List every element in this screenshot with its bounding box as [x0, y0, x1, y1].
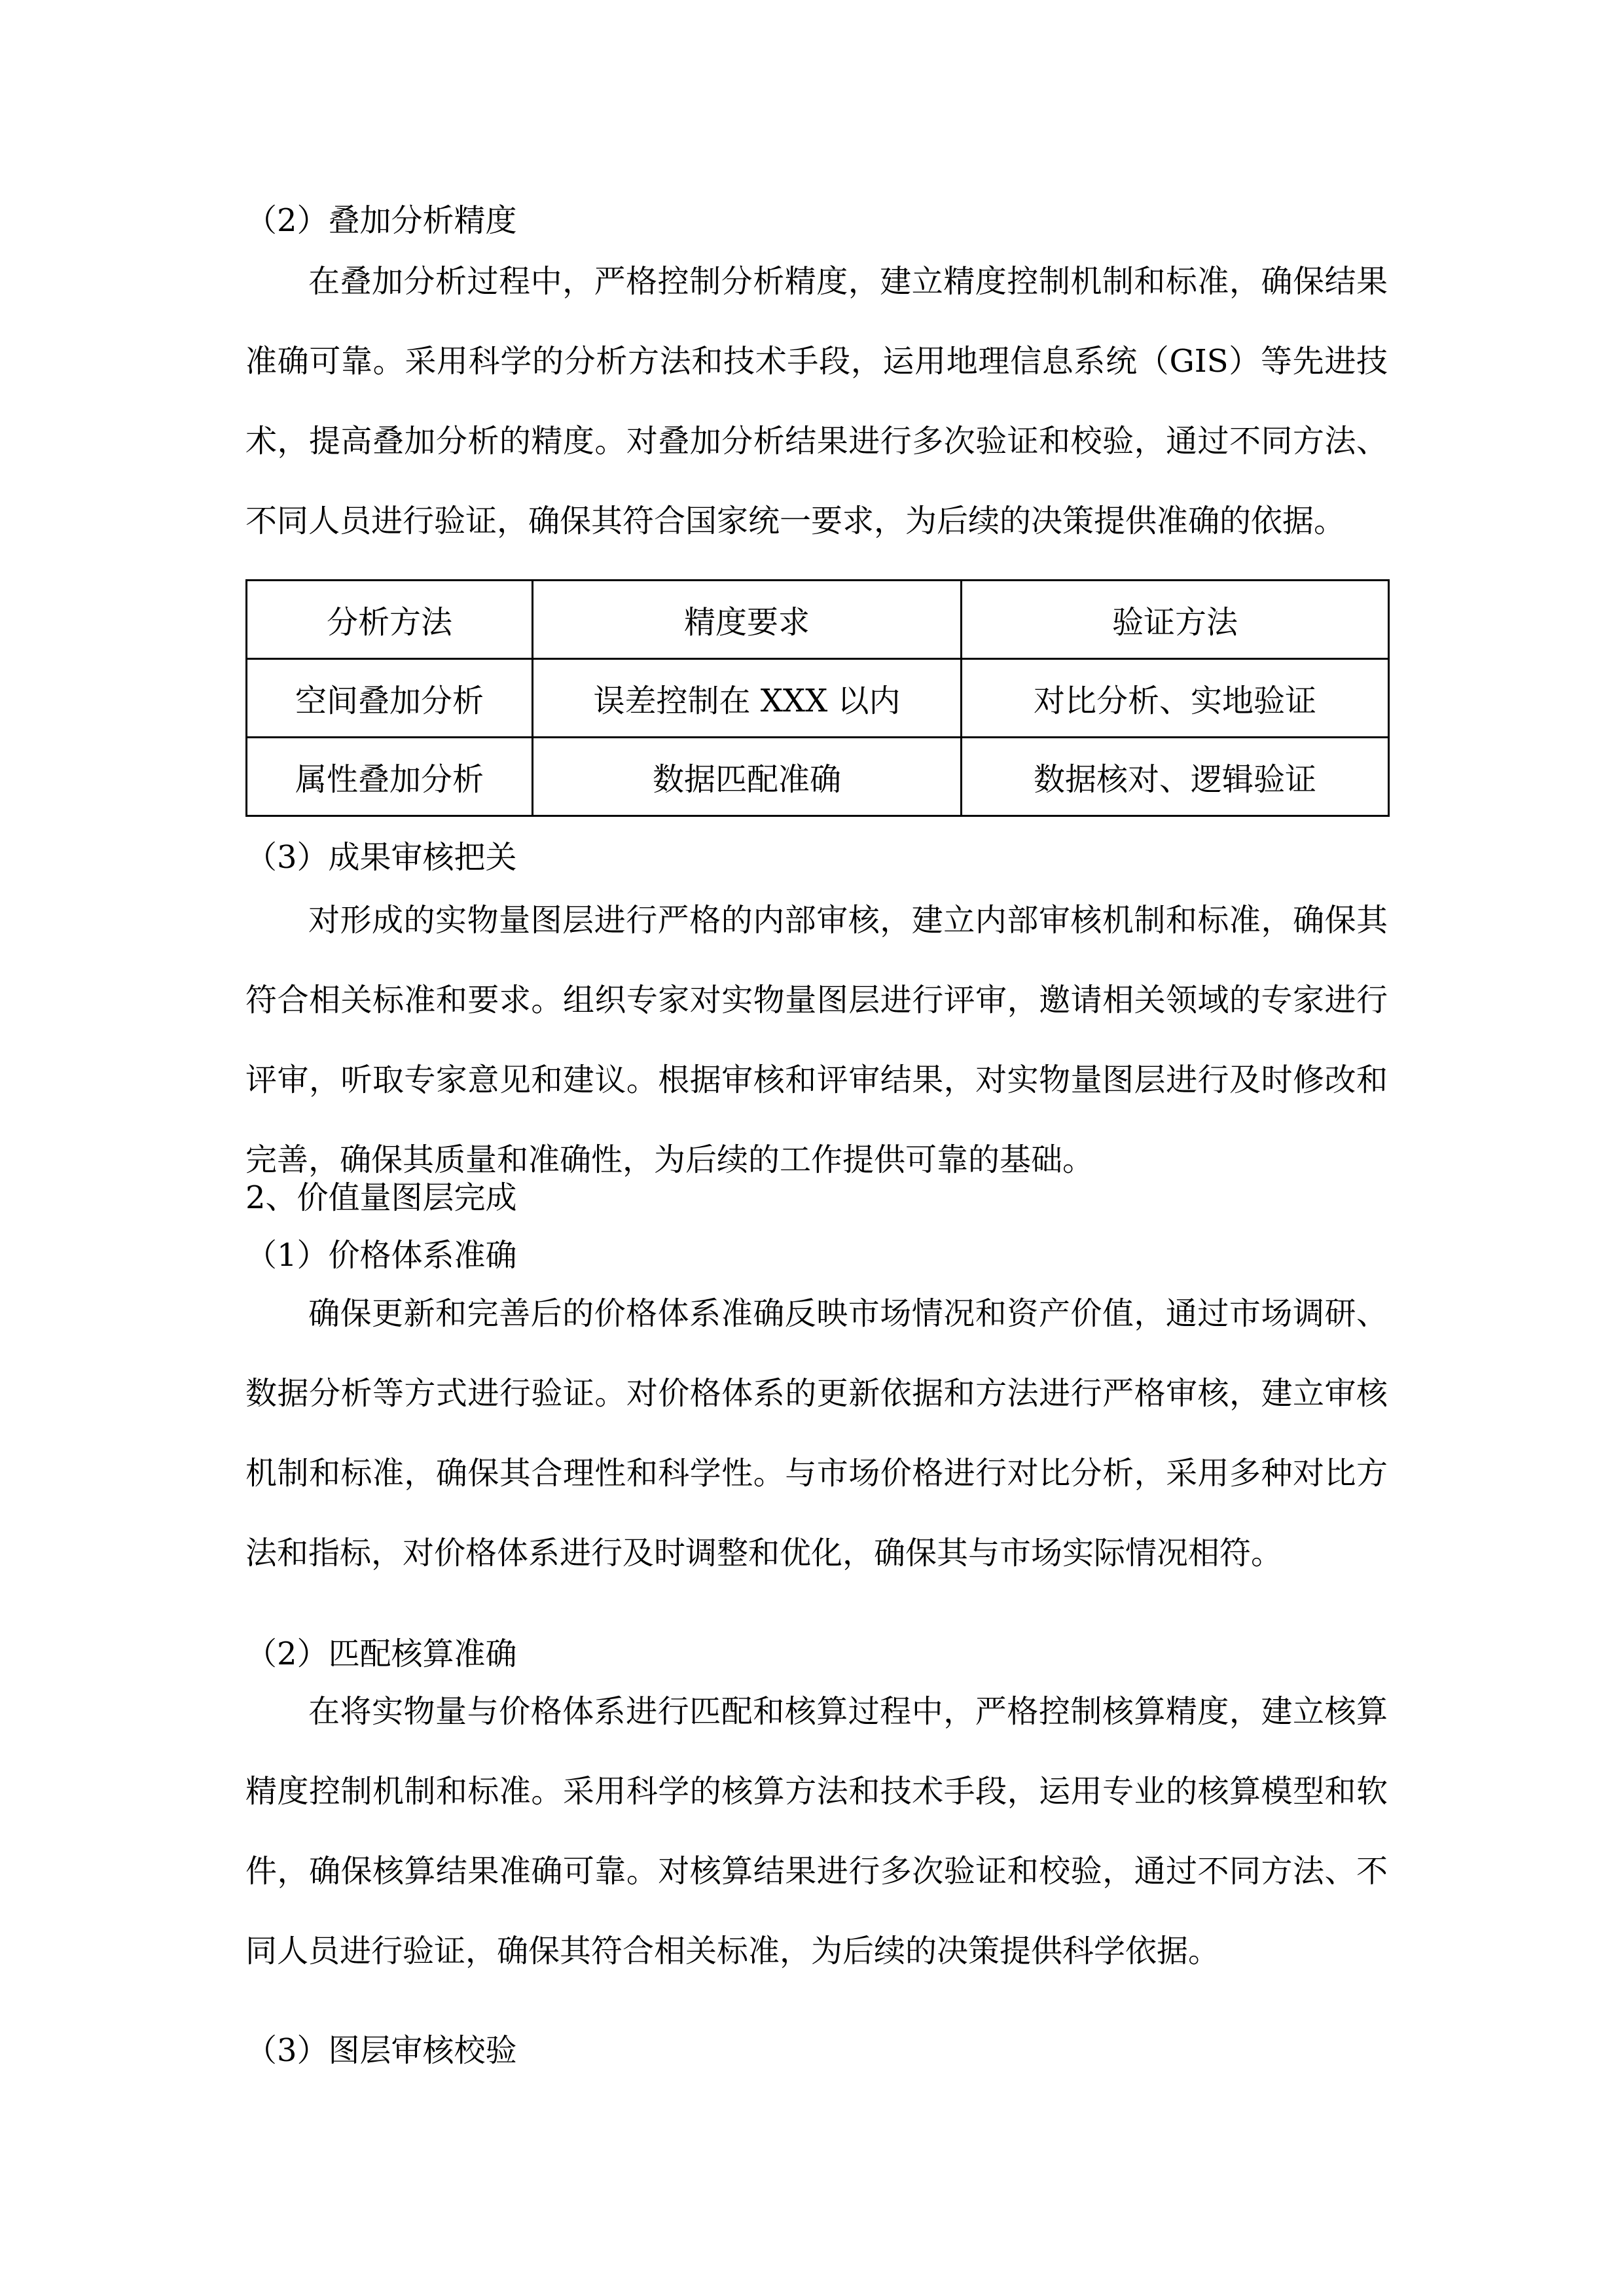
paragraph-result-review: 对形成的实物量图层进行严格的内部审核，建立内部审核机制和标准，确保其符合相关标准和要求。组织专家对实物量图层进行评审，邀请相关领域的专家进行评审，听取专家意见和建议。根据审核和评审结果，对实物量图层进行及时修改和完善，确保其质量和准确性，为后续的工作提供可靠的基础。: [245, 902, 1388, 1178]
table-cell: 数据匹配准确: [533, 738, 962, 816]
table-cell: 误差控制在 XXX 以内: [533, 659, 962, 738]
table-row: [247, 659, 1389, 738]
table-cell: 空间叠加分析: [247, 659, 533, 738]
table-row: [247, 738, 1389, 816]
heading-layer-review: （3）图层审核校验: [245, 2032, 517, 2069]
heading-result-review: （3）成果审核把关: [245, 839, 517, 876]
heading-value-layer: 2、价值量图层完成: [245, 1179, 517, 1216]
paragraph-price-system: 确保更新和完善后的价格体系准确反映市场情况和资产价值，通过市场调研、数据分析等方式进行验证。对价格体系的更新依据和方法进行严格审核，建立审核机制和标准，确保其合理性和科学性。与市场价格进行对比分析，采用多种对比方法和指标，对价格体系进行及时调整和优化，确保其与市场实际情况相符。: [245, 1295, 1388, 1571]
heading-matching-accounting: （2）匹配核算准确: [245, 1636, 517, 1672]
precision-table: [245, 579, 1390, 817]
table-header-row: [247, 581, 1389, 659]
paragraph-overlay-precision: 在叠加分析过程中，严格控制分析精度，建立精度控制机制和标准，确保结果准确可靠。采用科学的分析方法和技术手段，运用地理信息系统（GIS）等先进技术，提高叠加分析的精度。对叠加分析结果进行多次验证和校验，通过不同方法、不同人员进行验证，确保其符合国家统一要求，为后续的决策提供准确的依据。: [245, 263, 1388, 539]
heading-price-system: （1）价格体系准确: [245, 1237, 517, 1274]
table-header-cell: 分析方法: [247, 581, 533, 659]
table-cell: 对比分析、实地验证: [962, 659, 1389, 738]
paragraph-matching-accounting: 在将实物量与价格体系进行匹配和核算过程中，严格控制核算精度，建立核算精度控制机制和标准。采用科学的核算方法和技术手段，运用专业的核算模型和软件，确保核算结果准确可靠。对核算结果进行多次验证和校验，通过不同方法、不同人员进行验证，确保其符合相关标准，为后续的决策提供科学依据。: [245, 1693, 1388, 1969]
table-header-cell: 验证方法: [962, 581, 1389, 659]
table-cell: 数据核对、逻辑验证: [962, 738, 1389, 816]
heading-overlay-precision: （2）叠加分析精度: [245, 202, 517, 239]
table-header-cell: 精度要求: [533, 581, 962, 659]
table-cell: 属性叠加分析: [247, 738, 533, 816]
